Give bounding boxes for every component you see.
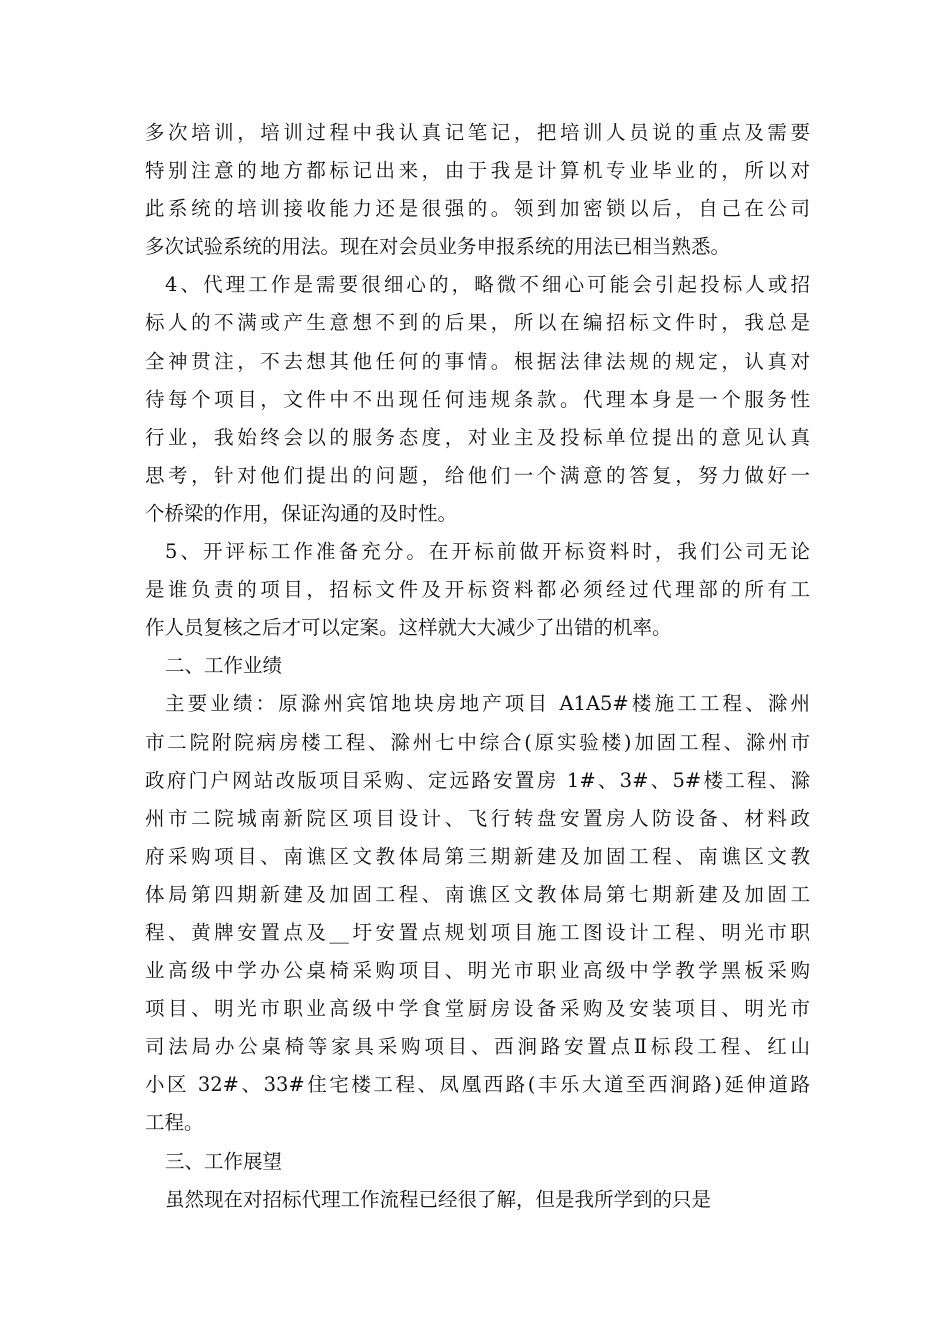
text-line: 府采购项目、南谯区文教体局第三期新建及加固工程、南谯区文教 xyxy=(145,844,810,868)
paragraph xyxy=(145,685,810,1142)
text-line: 4、代理工作是需要很细心的，略微不细心可能会引起投标人或招 xyxy=(165,273,810,297)
text-line: 多次试验系统的用法。现在对会员业务申报系统的用法已相当熟悉。 xyxy=(145,235,731,259)
section-heading xyxy=(145,647,810,685)
text-line: 虽然现在对招标代理工作流程已经很了解，但是我所学到的只是 xyxy=(165,1187,712,1211)
text-line: 业高级中学办公桌椅采购项目、明光市职业高级中学教学黑板采购 xyxy=(145,959,810,983)
document-body xyxy=(145,114,810,1219)
text-line: 项目、明光市职业高级中学食堂厨房设备采购及安装项目、明光市 xyxy=(145,997,810,1021)
text-line: 思考，针对他们提出的问题，给他们一个满意的答复，努力做好一 xyxy=(145,463,810,487)
text-line: 全神贯注，不去想其他任何的事情。根据法律法规的规定，认真对 xyxy=(145,349,810,373)
text-line: 体局第四期新建及加固工程、南谯区文教体局第七期新建及加固工 xyxy=(145,882,810,906)
section-heading xyxy=(145,1143,810,1181)
text-line: 是谁负责的项目，招标文件及开标资料都必须经过代理部的所有工 xyxy=(145,578,810,602)
paragraph xyxy=(145,114,810,266)
paragraph xyxy=(145,1181,810,1219)
text-line: 程、黄牌安置点及__圩安置点规划项目施工图设计工程、明光市职 xyxy=(145,920,810,944)
text-line: 此系统的培训接收能力还是很强的。领到加密锁以后，自己在公司 xyxy=(145,197,810,221)
text-line: 工程。 xyxy=(145,1111,204,1135)
text-line: 三、工作展望 xyxy=(165,1149,283,1173)
paragraph xyxy=(145,266,810,533)
paragraph xyxy=(145,533,810,647)
text-line: 州市二院城南新院区项目设计、飞行转盘安置房人防设备、材料政 xyxy=(145,806,810,830)
text-line: 作人员复核之后才可以定案。这样就大大减少了出错的机率。 xyxy=(145,616,672,640)
text-line: 行业，我始终会以的服务态度，对业主及投标单位提出的意见认真 xyxy=(145,425,810,449)
text-line: 标人的不满或产生意想不到的后果，所以在编招标文件时，我总是 xyxy=(145,311,810,335)
text-line: 小区 32#、33#住宅楼工程、凤凰西路(丰乐大道至西涧路)延伸道路 xyxy=(145,1073,810,1097)
text-line: 个桥梁的作用，保证沟通的及时性。 xyxy=(145,501,458,525)
text-line: 司法局办公桌椅等家具采购项目、西涧路安置点Ⅱ标段工程、红山 xyxy=(145,1035,810,1059)
text-line: 二、工作业绩 xyxy=(165,654,283,678)
text-line: 特别注意的地方都标记出来，由于我是计算机专业毕业的，所以对 xyxy=(145,159,810,183)
text-line: 市二院附院病房楼工程、滁州七中综合(原实验楼)加固工程、滁州市 xyxy=(145,730,810,754)
text-line: 多次培训，培训过程中我认真记笔记，把培训人员说的重点及需要 xyxy=(145,121,810,144)
text-line: 政府门户网站改版项目采购、定远路安置房 1#、3#、5#楼工程、滁 xyxy=(145,768,810,792)
text-line: 待每个项目，文件中不出现任何违规条款。代理本身是一个服务性 xyxy=(145,387,810,411)
text-line: 主要业绩：原滁州宾馆地块房地产项目 A1A5#楼施工工程、滁州 xyxy=(165,692,810,716)
text-line: 5、开评标工作准备充分。在开标前做开标资料时，我们公司无论 xyxy=(165,540,810,564)
